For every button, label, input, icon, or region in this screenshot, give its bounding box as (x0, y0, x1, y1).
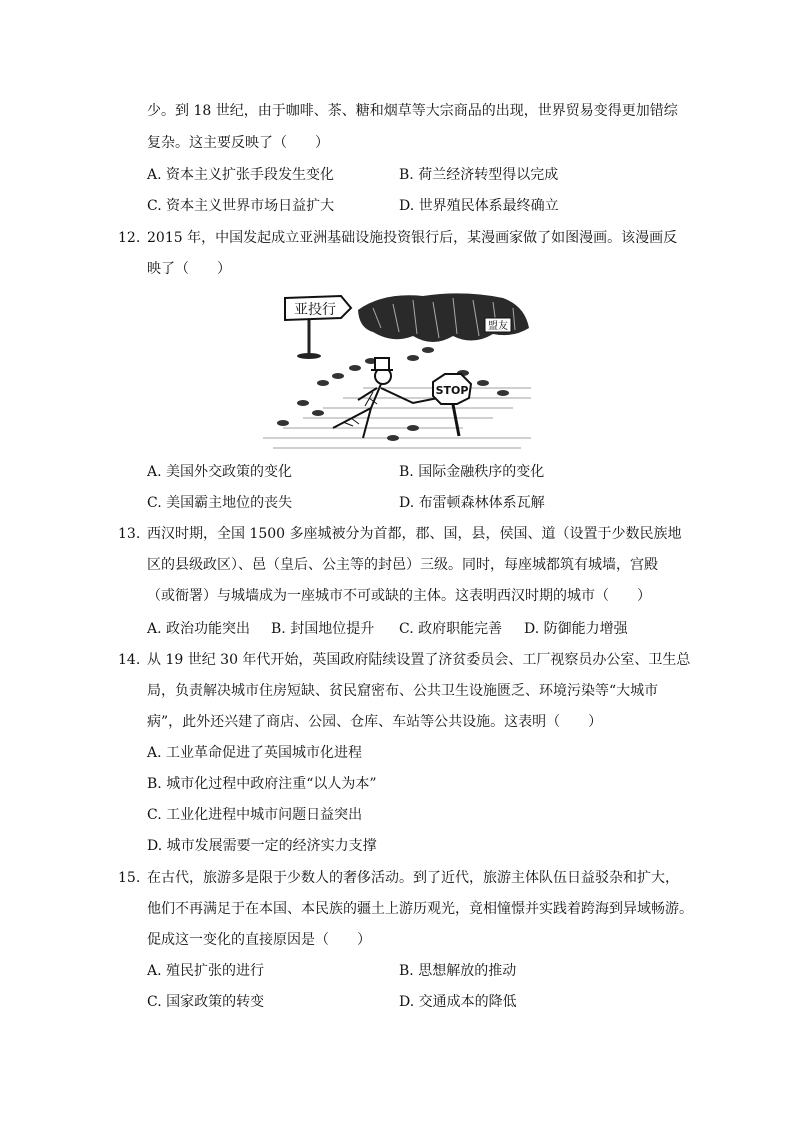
q14-stem-line3: 病”，此外还兴建了商店、公园、仓库、车站等公共设施。这表明（ ） (147, 714, 603, 730)
q13-stem-line3: （或衙署）与城墙成为一座城市不可或缺的主体。这表明西汉时期的城市（ ） (147, 588, 651, 604)
q11-option-b: B. 荷兰经济转型得以完成 (399, 167, 559, 183)
q15-stem-line2: 他们不再满足于在本国、本民族的疆土上游历观光，竟相憧憬并实践着跨海到异域畅游。 (147, 901, 693, 917)
q12-option-b: B. 国际金融秩序的变化 (399, 464, 545, 480)
cartoon-sign-text: 亚投行 (294, 302, 336, 318)
q13-stem-line2: 区的县级政区）、邑（皇后、公主等的封邑）三级。同时，每座城都筑有城墙，宫殿 (147, 557, 658, 573)
q11-option-d: D. 世界殖民体系最终确立 (399, 198, 559, 214)
q15-option-c: C. 国家政策的转变 (147, 994, 265, 1010)
q14-option-a: A. 工业革命促进了英国城市化进程 (147, 745, 363, 761)
q11-stem-line1: 少。到 18 世纪，由于咖啡、茶、糖和烟草等大宗商品的出现，世界贸易变得更加错综 (147, 103, 678, 119)
q12-stem-line1: 2015 年，中国发起成立亚洲基础设施投资银行后，某漫画家做了如图漫画。该漫画反 (147, 230, 678, 246)
q14-option-b: B. 城市化过程中政府注重“以人为本” (147, 776, 377, 792)
cartoon-flag-text: 盟友 (488, 321, 508, 332)
q13-number: 13. (118, 526, 141, 542)
q13-option-a: A. 政治功能突出 (147, 621, 251, 637)
q14-stem-line1: 从 19 世纪 30 年代开始，英国政府陆续设置了济贫委员会、工厂视察员办公室、卫生总 (147, 652, 691, 668)
q12-option-d: D. 布雷顿森林体系瓦解 (399, 495, 545, 511)
q13-option-b: B. 封国地位提升 (271, 621, 375, 637)
q11-option-a: A. 资本主义扩张手段发生变化 (147, 167, 335, 183)
q12-option-c: C. 美国霸主地位的丧失 (147, 495, 293, 511)
aiib-cartoon-image (263, 288, 531, 452)
q13-option-c: C. 政府职能完善 (399, 621, 503, 637)
cartoon-stop-text: STOP (435, 384, 469, 397)
q14-option-c: C. 工业化进程中城市问题日益突出 (147, 807, 363, 823)
q12-option-a: A. 美国外交政策的变化 (147, 464, 293, 480)
q15-option-d: D. 交通成本的降低 (399, 994, 517, 1010)
q13-stem-line1: 西汉时期，全国 1500 多座城被分为首都，郡、国，县，侯国、道（设置于少数民族地 (147, 526, 682, 542)
q15-stem-line1: 在古代，旅游多是限于少数人的奢侈活动。到了近代，旅游主体队伍日益驳杂和扩大， (147, 870, 679, 886)
q15-stem-line3: 促成这一变化的直接原因是（ ） (147, 932, 371, 948)
q11-option-c: C. 资本主义世界市场日益扩大 (147, 198, 335, 214)
q14-option-d: D. 城市发展需要一定的经济实力支撑 (147, 838, 377, 854)
q14-stem-line2: 局，负责解决城市住房短缺、贫民窟密布、公共卫生设施匮乏、环境污染等“大城市 (147, 683, 659, 699)
q14-number: 14. (118, 652, 141, 668)
q15-option-b: B. 思想解放的推动 (399, 963, 517, 979)
q15-option-a: A. 殖民扩张的进行 (147, 963, 265, 979)
q11-stem-line2: 复杂。这主要反映了（ ） (147, 135, 329, 151)
q12-stem-line2: 映了（ ） (147, 261, 231, 277)
q15-number: 15. (118, 870, 141, 886)
q12-number: 12. (118, 230, 141, 246)
q13-option-d: D. 防御能力增强 (524, 621, 628, 637)
